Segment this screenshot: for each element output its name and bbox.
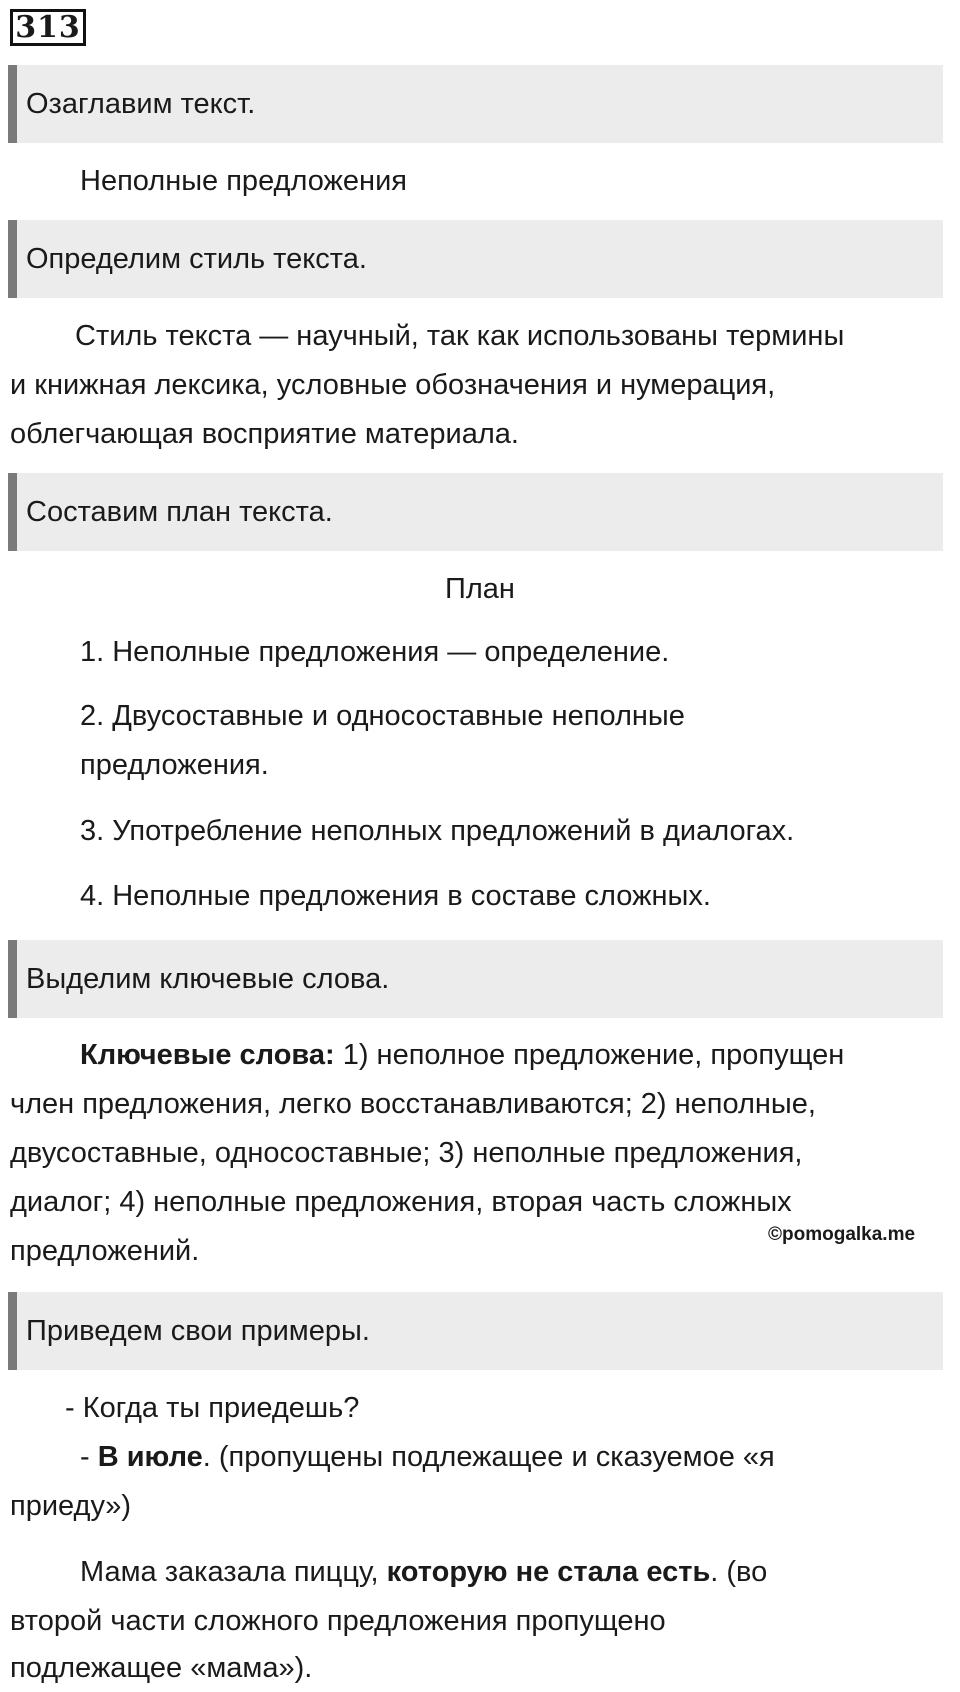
keywords-line-1 (80, 1037, 844, 1075)
example-answer-line-2: приеду») (10, 1490, 132, 1522)
example-answer-line-1: - В июле. (пропущены подлежащее и сказуемое «я (80, 1441, 775, 1473)
section-examples-prompt: Приведем свои примеры. (8, 1292, 943, 1370)
title-answer: Неполные предложения (80, 165, 407, 197)
plan-item-2: 2. Двусоставные и односоставные неполные (80, 700, 685, 732)
section-style-prompt: Определим стиль текста. (8, 220, 943, 298)
style-text-line-2: и книжная лексика, условные обозначения и нумерация, (10, 369, 776, 401)
keywords-label: Ключевые слова: (80, 1039, 335, 1071)
watermark: ©pomogalka.me (768, 1224, 916, 1245)
task-number: 313 (10, 9, 86, 46)
keywords-line-2: член предложения, легко восстанавливаются; 2) неполные, (10, 1088, 816, 1120)
plan-item-4: 4. Неполные предложения в составе сложных. (80, 880, 711, 912)
example-sentence-line-1: Мама заказала пиццу, которую не стала есть. (во (80, 1556, 768, 1588)
example-sentence-bold: которую не стала есть (386, 1556, 711, 1588)
section-plan-prompt: Составим план текста. (8, 473, 943, 551)
example-sentence-line-3: подлежащее «мама»). (10, 1652, 313, 1684)
example-answer-bold: В июле (97, 1441, 203, 1473)
keywords-line-4: диалог; 4) неполные предложения, вторая часть сложных (10, 1186, 792, 1218)
keywords-text: 1) неполное предложение, пропущен (334, 1039, 845, 1071)
plan-item-3: 3. Употребление неполных предложений в диалогах. (80, 815, 795, 847)
keywords-line-3: двусоставные, односоставные; 3) неполные предложения, (10, 1137, 803, 1169)
plan-heading: План (445, 573, 515, 605)
plan-item-2-cont: предложения. (80, 749, 269, 781)
example-sentence-line-2: второй части сложного предложения пропущено (10, 1605, 666, 1637)
keywords-line-5: предложений. (10, 1235, 200, 1267)
section-title-prompt: Озаглавим текст. (8, 65, 943, 143)
section-keywords-prompt: Выделим ключевые слова. (8, 940, 943, 1018)
style-text-line-3: облегчающая восприятие материала. (10, 418, 519, 450)
example-question: - Когда ты приедешь? (65, 1392, 360, 1424)
plan-item-1: 1. Неполные предложения — определение. (80, 636, 670, 668)
style-text-line-1: Стиль текста — научный, так как использованы термины (75, 320, 845, 352)
